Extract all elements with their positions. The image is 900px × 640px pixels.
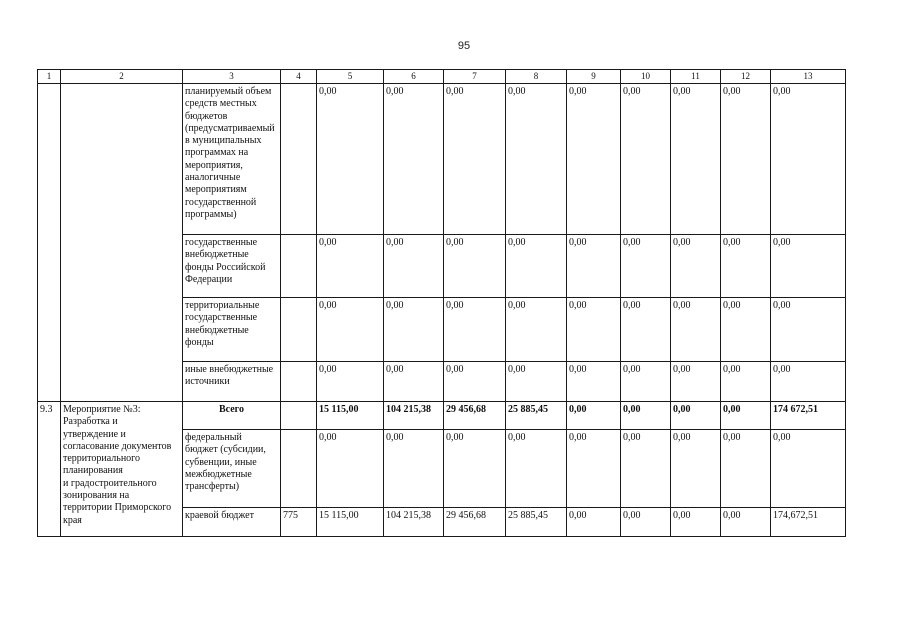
amount-col-10: 0,00 (621, 84, 671, 235)
column-header-13: 13 (771, 70, 846, 84)
amount-col-7: 0,00 (444, 298, 506, 362)
amount-col-5: 0,00 (317, 430, 384, 508)
amount-col-5: 0,00 (317, 362, 384, 402)
amount-col-12: 0,00 (721, 84, 771, 235)
amount-col-11: 0,00 (671, 508, 721, 537)
amount-col-6: 0,00 (384, 430, 444, 508)
amount-col-11: 0,00 (671, 402, 721, 430)
amount-col-8: 25 885,45 (506, 402, 567, 430)
funding-source: иные внебюджетные источники (183, 362, 281, 402)
amount-col-13: 0,00 (771, 84, 846, 235)
budget-code (281, 84, 317, 235)
page-number: 95 (457, 40, 471, 52)
amount-col-12: 0,00 (721, 298, 771, 362)
amount-col-13: 0,00 (771, 362, 846, 402)
funding-source-total: Всего (183, 402, 281, 430)
amount-col-7: 0,00 (444, 84, 506, 235)
amount-col-12: 0,00 (721, 362, 771, 402)
amount-col-6: 0,00 (384, 235, 444, 298)
budget-table (37, 69, 846, 537)
budget-code (281, 430, 317, 508)
continuation-number-cell (38, 84, 61, 402)
amount-col-5: 15 115,00 (317, 402, 384, 430)
column-number-row (38, 70, 846, 84)
table-row-total (38, 402, 846, 430)
amount-col-13: 0,00 (771, 235, 846, 298)
measure-name: Мероприятие №3: Разработка и утверждение и согласование документов территориального планирования и градостроительного зонирования на территории Приморского края (61, 402, 183, 537)
amount-col-6: 104 215,38 (384, 508, 444, 537)
amount-col-7: 0,00 (444, 430, 506, 508)
amount-col-7: 29 456,68 (444, 508, 506, 537)
amount-col-13: 0,00 (771, 430, 846, 508)
amount-col-9: 0,00 (567, 235, 621, 298)
amount-col-6: 104 215,38 (384, 402, 444, 430)
amount-col-9: 0,00 (567, 508, 621, 537)
amount-col-11: 0,00 (671, 84, 721, 235)
funding-source: территориальные государственные внебюджетные фонды (183, 298, 281, 362)
amount-col-11: 0,00 (671, 235, 721, 298)
budget-code (281, 362, 317, 402)
amount-col-9: 0,00 (567, 362, 621, 402)
amount-col-5: 0,00 (317, 84, 384, 235)
funding-source: краевой бюджет (183, 508, 281, 537)
amount-col-11: 0,00 (671, 430, 721, 508)
amount-col-12: 0,00 (721, 430, 771, 508)
amount-col-10: 0,00 (621, 298, 671, 362)
amount-col-13: 0,00 (771, 298, 846, 362)
amount-col-10: 0,00 (621, 508, 671, 537)
column-header-4: 4 (281, 70, 317, 84)
funding-source: федеральный бюджет (субсидии, субвенции, иные межбюджетные трансферты) (183, 430, 281, 508)
amount-col-5: 0,00 (317, 298, 384, 362)
continuation-name-cell (61, 84, 183, 402)
column-header-11: 11 (671, 70, 721, 84)
column-header-10: 10 (621, 70, 671, 84)
amount-col-9: 0,00 (567, 84, 621, 235)
amount-col-9: 0,00 (567, 402, 621, 430)
amount-col-13: 174,672,51 (771, 508, 846, 537)
budget-code (281, 235, 317, 298)
amount-col-10: 0,00 (621, 235, 671, 298)
amount-col-5: 0,00 (317, 235, 384, 298)
table-row (38, 84, 846, 235)
amount-col-12: 0,00 (721, 508, 771, 537)
budget-code (281, 298, 317, 362)
budget-code: 775 (281, 508, 317, 537)
funding-source: планируемый объем средств местных бюджетов (предусматриваемый в муниципальных программах на мероприятия, аналогичные мероприятиям государственной программы) (183, 84, 281, 235)
amount-col-8: 0,00 (506, 298, 567, 362)
amount-col-7: 0,00 (444, 235, 506, 298)
amount-col-11: 0,00 (671, 298, 721, 362)
column-header-5: 5 (317, 70, 384, 84)
amount-col-6: 0,00 (384, 298, 444, 362)
column-header-3: 3 (183, 70, 281, 84)
column-header-1: 1 (38, 70, 61, 84)
amount-col-8: 0,00 (506, 430, 567, 508)
column-header-8: 8 (506, 70, 567, 84)
column-header-12: 12 (721, 70, 771, 84)
amount-col-12: 0,00 (721, 402, 771, 430)
funding-source: государственные внебюджетные фонды Российской Федерации (183, 235, 281, 298)
measure-number: 9.3 (38, 402, 61, 537)
amount-col-6: 0,00 (384, 84, 444, 235)
amount-col-7: 29 456,68 (444, 402, 506, 430)
amount-col-9: 0,00 (567, 298, 621, 362)
amount-col-8: 25 885,45 (506, 508, 567, 537)
column-header-7: 7 (444, 70, 506, 84)
budget-code (281, 402, 317, 430)
amount-col-6: 0,00 (384, 362, 444, 402)
amount-col-5: 15 115,00 (317, 508, 384, 537)
amount-col-10: 0,00 (621, 362, 671, 402)
amount-col-9: 0,00 (567, 430, 621, 508)
amount-col-10: 0,00 (621, 402, 671, 430)
amount-col-13: 174 672,51 (771, 402, 846, 430)
amount-col-8: 0,00 (506, 235, 567, 298)
column-header-6: 6 (384, 70, 444, 84)
amount-col-7: 0,00 (444, 362, 506, 402)
amount-col-8: 0,00 (506, 84, 567, 235)
column-header-2: 2 (61, 70, 183, 84)
amount-col-8: 0,00 (506, 362, 567, 402)
amount-col-11: 0,00 (671, 362, 721, 402)
amount-col-10: 0,00 (621, 430, 671, 508)
amount-col-12: 0,00 (721, 235, 771, 298)
column-header-9: 9 (567, 70, 621, 84)
